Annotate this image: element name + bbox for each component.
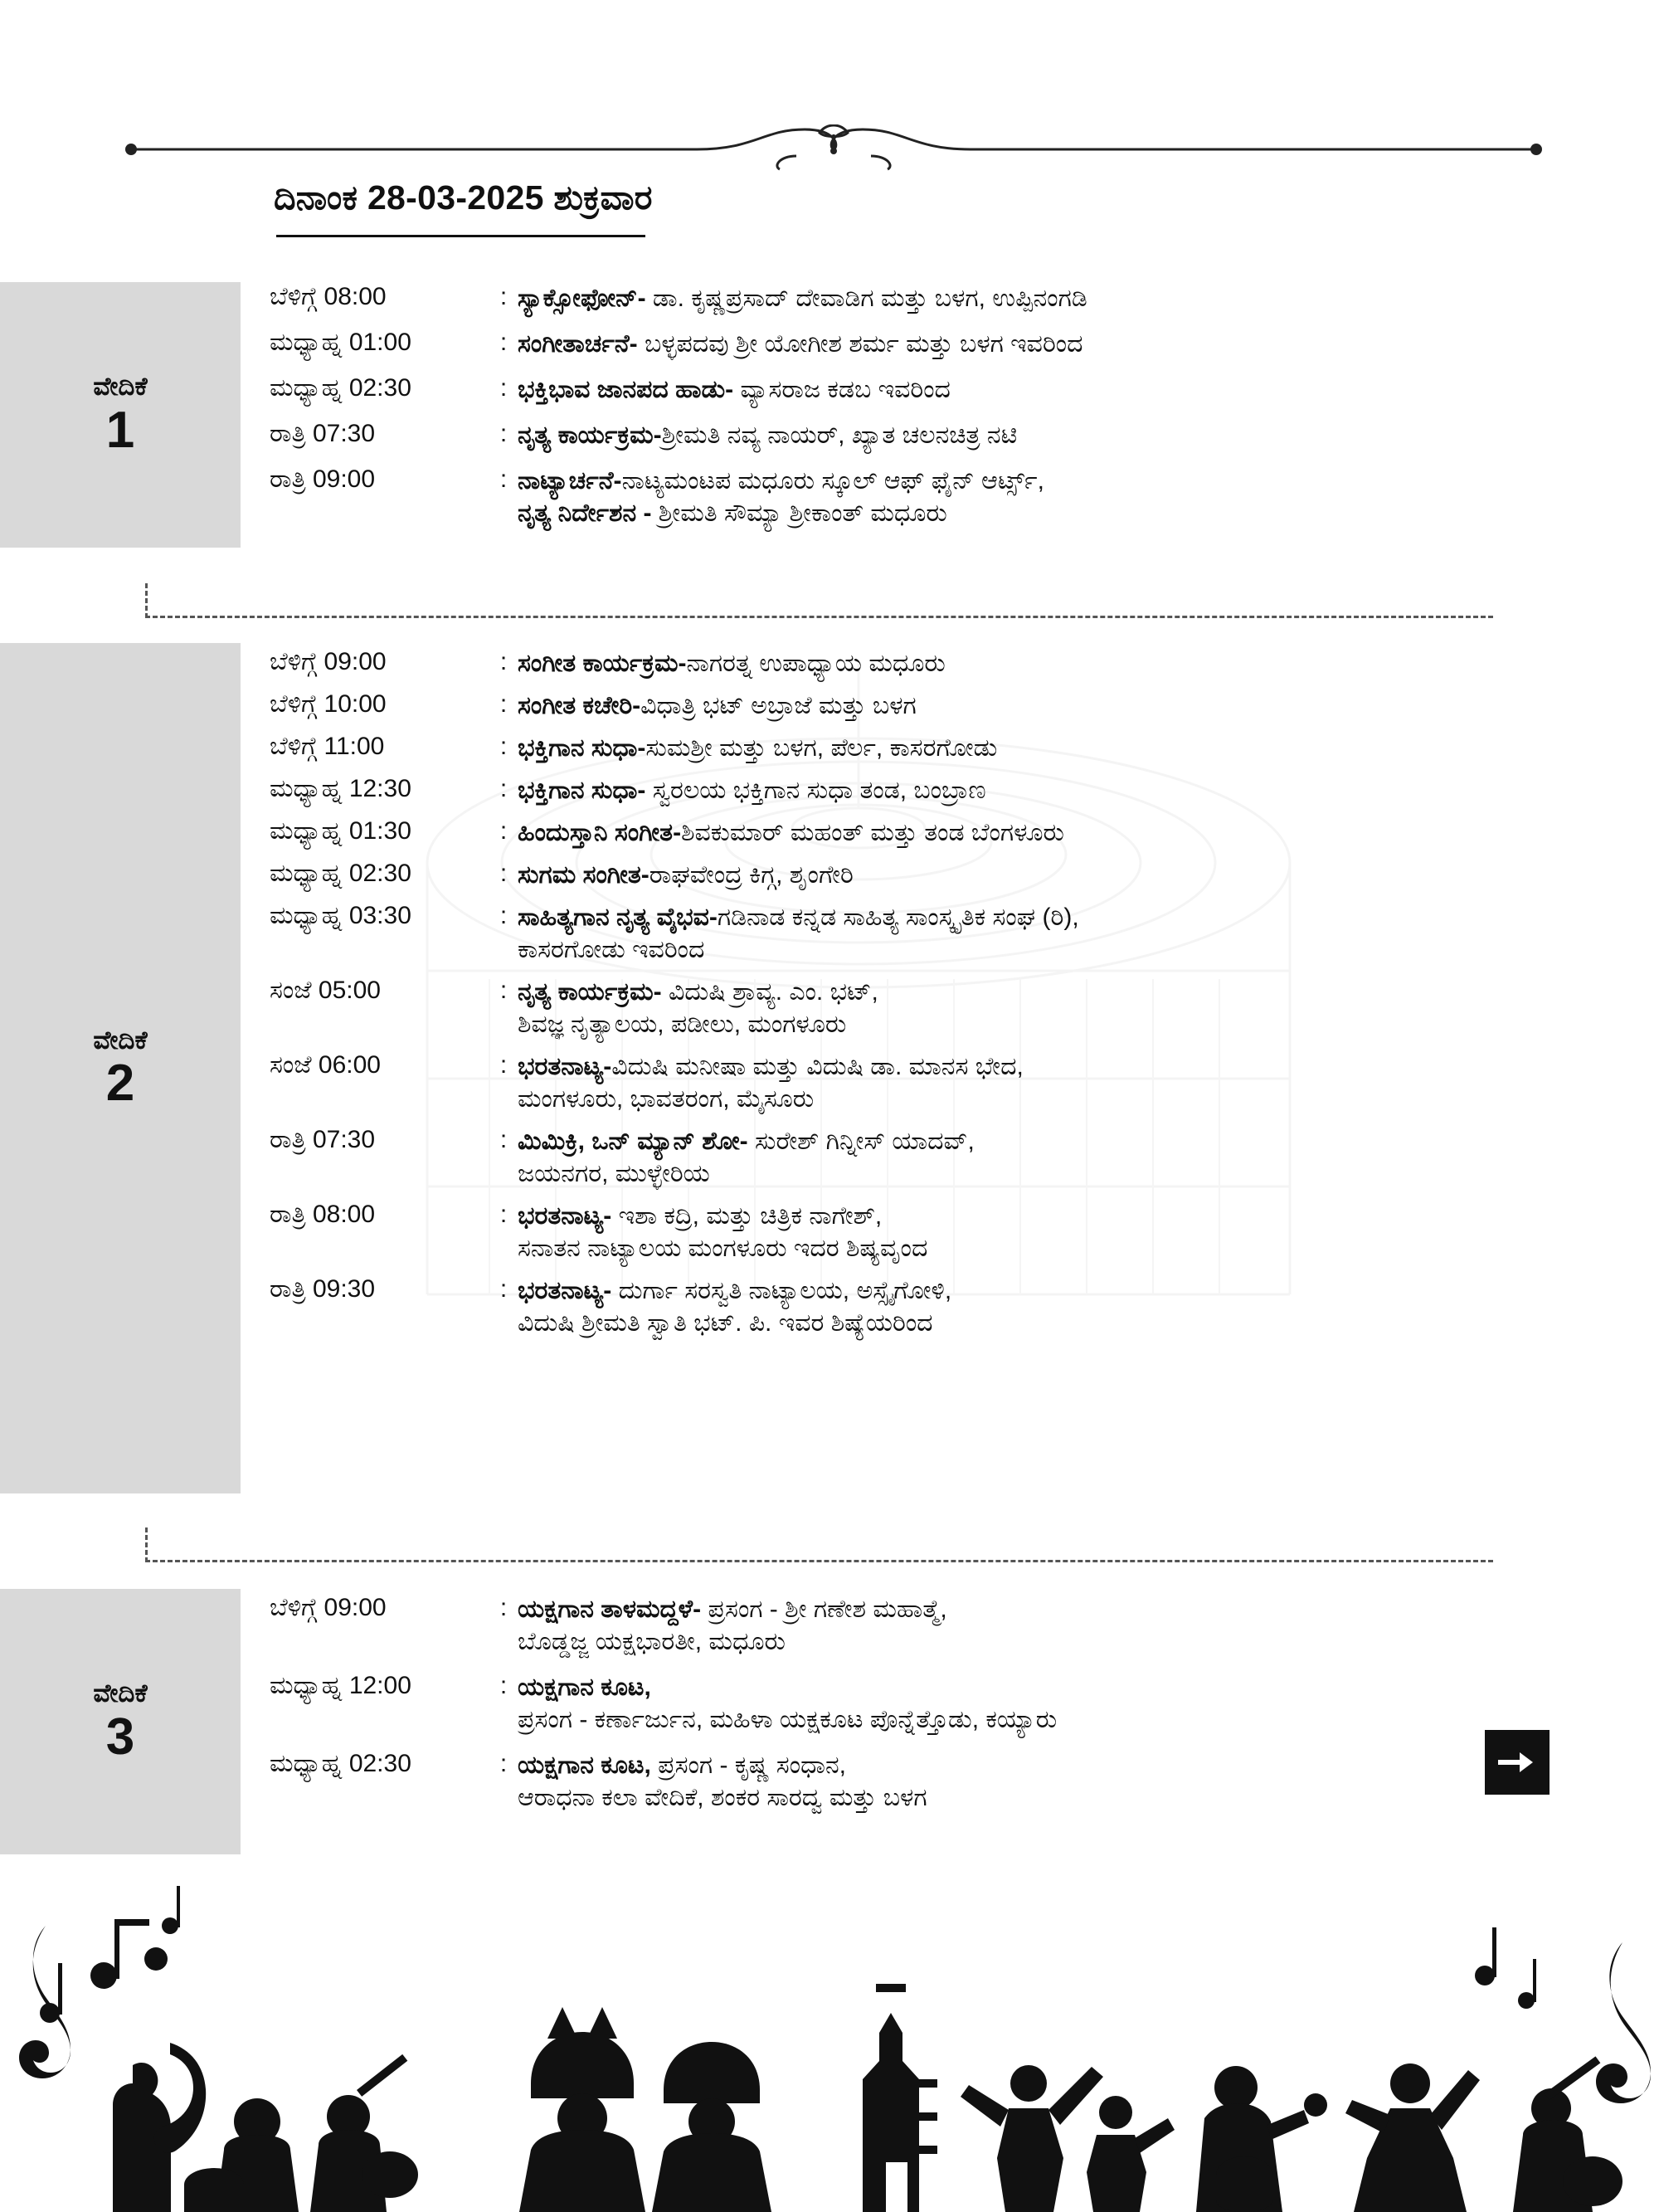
schedule-row xyxy=(270,1671,1514,1736)
event-time: ಮಧ್ಯಾಹ್ನ 03:30 xyxy=(270,902,411,929)
event-time: ರಾತ್ರಿ 07:30 xyxy=(270,420,376,447)
event-colon: : xyxy=(499,1672,508,1699)
event-title: ಭರತನಾಟ್ಯ- xyxy=(518,1053,612,1080)
schedule-row xyxy=(270,689,1514,722)
event-time: ಬೆಳಿಗ್ಗೆ 11:00 xyxy=(270,733,385,760)
event-detail: ಡಾ. ಕೃಷ್ಣಪ್ರಸಾದ್ ದೇವಾಡಿಗ ಮತ್ತು ಬಳಗ, ಉಪ್ಪಿನಂಗಡಿ xyxy=(645,285,1087,312)
event-time: ಮಧ್ಯಾಹ್ನ 02:30 xyxy=(270,860,411,887)
schedule-row xyxy=(270,1200,1514,1264)
event-detail-cont: ಬೊಡ್ಡಜ್ಜ ಯಕ್ಷಭಾರತೀ, ಮಧೂರು xyxy=(518,1628,786,1655)
event-time: ರಾತ್ರಿ 07:30 xyxy=(270,1126,376,1153)
section-separator-1 xyxy=(145,616,1493,618)
event-colon: : xyxy=(499,1126,508,1153)
event-time: ಮಧ್ಯಾಹ್ನ 12:30 xyxy=(270,775,411,802)
event-title: ಭರತನಾಟ್ಯ- xyxy=(518,1202,612,1230)
stage-number: 3 xyxy=(105,1708,135,1766)
stage-label-text: ವೇದಿಕೆ xyxy=(93,372,148,402)
event-detail: ಶ್ರೀಮತಿ ನವ್ಯ ನಾಯರ್, ಖ್ಯಾತ ಚಲನಚಿತ್ರ ನಟಿ xyxy=(661,421,1018,449)
stage-label-text: ವೇದಿಕೆ xyxy=(93,1678,148,1708)
event-title: ಯಕ್ಷಗಾನ ತಾಳಮದ್ದಳೆ- xyxy=(518,1596,702,1623)
event-colon: : xyxy=(499,420,508,447)
schedule-stage-2 xyxy=(270,647,1514,1349)
event-description xyxy=(518,774,1514,806)
schedule-row xyxy=(270,732,1514,764)
event-description xyxy=(518,1671,1514,1736)
event-time: ಮಧ್ಯಾಹ್ನ 01:30 xyxy=(270,817,411,845)
event-detail: ಸುಮಶ್ರೀ ಮತ್ತು ಬಳಗ, ಪೆರ್ಲ, ಕಾಸರಗೋಡು xyxy=(645,734,998,762)
schedule-row xyxy=(270,373,1514,406)
event-title: ನೃತ್ಯ ಕಾರ್ಯಕ್ರಮ- xyxy=(518,421,662,449)
page-title: ದಿನಾಂಕ 28-03-2025 ಶುಕ್ರವಾರ xyxy=(274,178,653,217)
schedule-row xyxy=(270,1050,1514,1115)
event-colon: : xyxy=(499,817,508,845)
schedule-row xyxy=(270,328,1514,360)
event-detail: ನಾಟ್ಯಮಂಟಪ ಮಧೂರು ಸ್ಕೂಲ್ ಆಫ್ ಫೈನ್ ಆರ್ಟ್ಸ್, xyxy=(621,467,1044,495)
stage-number: 2 xyxy=(105,1055,135,1112)
schedule-stage-1 xyxy=(270,282,1514,543)
event-detail-cont: ವಿದುಷಿ ಶ್ರೀಮತಿ ಸ್ವಾತಿ ಭಟ್. ಪಿ. ಇವರ ಶಿಷ್ಯೆಯರಿಂದ xyxy=(518,1309,933,1337)
event-title: ಮಿಮಿಕ್ರಿ, ಒನ್ ಮ್ಯಾನ್ ಶೋ- xyxy=(518,1128,748,1155)
event-time: ಮಧ್ಯಾಹ್ನ 12:00 xyxy=(270,1672,411,1699)
event-description xyxy=(518,1274,1514,1339)
event-detail: ವಿಧಾತ್ರಿ ಭಟ್ ಅಬ್ರಾಜೆ ಮತ್ತು ಬಳಗ xyxy=(640,692,917,719)
event-colon: : xyxy=(499,1051,508,1079)
event-detail: ಸ್ವರಲಯ ಭಕ್ತಿಗಾನ ಸುಧಾ ತಂಡ, ಬಂಬ್ರಾಣ xyxy=(645,777,986,804)
event-colon: : xyxy=(499,329,508,356)
stage-number: 1 xyxy=(105,401,135,459)
event-description xyxy=(518,816,1514,849)
event-description xyxy=(518,328,1514,360)
event-description xyxy=(518,1050,1514,1115)
event-colon: : xyxy=(499,648,508,675)
event-detail: ದುರ್ಗಾ ಸರಸ್ವತಿ ನಾಟ್ಯಾಲಯ, ಅಸ್ಸೈಗೋಳಿ, xyxy=(611,1277,952,1304)
event-title: ಸಂಗೀತ ಕಚೇರಿ- xyxy=(518,692,641,719)
schedule-row xyxy=(270,1274,1514,1339)
schedule-row xyxy=(270,647,1514,680)
schedule-row xyxy=(270,465,1514,529)
stage-label-3 xyxy=(0,1589,241,1854)
event-detail-cont: ಜಯನಗರ, ಮುಳ್ಳೇರಿಯ xyxy=(518,1160,710,1187)
event-colon: : xyxy=(499,1275,508,1303)
event-time: ರಾತ್ರಿ 09:00 xyxy=(270,465,376,493)
event-detail: ವಿದುಷಿ ಶ್ರಾವ್ಯ. ಎಂ. ಭಟ್, xyxy=(661,978,878,1006)
event-colon: : xyxy=(499,283,508,310)
event-time: ಬೆಳಿಗ್ಗೆ 09:00 xyxy=(270,1594,387,1621)
event-detail: ಇಶಾ ಕದ್ರಿ, ಮತ್ತು ಚಿತ್ರಿಕ ನಾಗೇಶ್, xyxy=(611,1202,883,1230)
event-title: ಭಕ್ತಿಗಾನ ಸುಧಾ- xyxy=(518,734,646,762)
schedule-row xyxy=(270,1125,1514,1190)
schedule-row xyxy=(270,1749,1514,1814)
event-subdetail: ಶ್ರೀಮತಿ ಸೌಮ್ಯಾ ಶ್ರೀಕಾಂತ್ ಮಧೂರು xyxy=(651,499,947,527)
title-underline xyxy=(276,235,645,237)
event-detail: ರಾಘವೇಂದ್ರ ಕಿಗ್ಗ, ಶೃಂಗೇರಿ xyxy=(649,861,854,889)
event-description xyxy=(518,901,1514,966)
event-description xyxy=(518,373,1514,406)
event-time: ಬೆಳಿಗ್ಗೆ 08:00 xyxy=(270,283,387,310)
event-colon: : xyxy=(499,902,508,929)
event-colon: : xyxy=(499,733,508,760)
schedule-row xyxy=(270,1593,1514,1658)
event-subtitle: ನೃತ್ಯ ನಿರ್ದೇಶನ - xyxy=(518,499,652,527)
event-description xyxy=(518,859,1514,891)
event-detail-cont: ಸನಾತನ ನಾಟ್ಯಾಲಯ ಮಂಗಳೂರು ಇದರ ಶಿಷ್ಯವೃಂದ xyxy=(518,1235,928,1262)
event-description xyxy=(518,732,1514,764)
event-description xyxy=(518,1749,1514,1814)
event-description xyxy=(518,689,1514,722)
schedule-row xyxy=(270,774,1514,806)
ornamental-divider xyxy=(124,124,1543,174)
event-detail-cont: ಶಿವಜ್ಞ ನೃತ್ಯಾಲಯ, ಪಡೀಲು, ಮಂಗಳೂರು xyxy=(518,1011,847,1038)
event-colon: : xyxy=(499,977,508,1004)
event-title: ಭರತನಾಟ್ಯ- xyxy=(518,1277,612,1304)
event-description xyxy=(518,282,1514,314)
event-detail-cont: ಪ್ರಸಂಗ - ಕರ್ಣಾರ್ಜುನ, ಮಹಿಳಾ ಯಕ್ಷಕೂಟ ಪೊನ್ನೆತ್ತೊಡು, ಕಯ್ಯಾರು xyxy=(518,1706,1058,1733)
schedule-row xyxy=(270,419,1514,451)
bottom-silhouette-band xyxy=(0,1876,1659,2212)
schedule-stage-3 xyxy=(270,1593,1514,1827)
event-colon: : xyxy=(499,374,508,402)
event-description xyxy=(518,1200,1514,1264)
event-title: ಹಿಂದುಸ್ತಾನಿ ಸಂಗೀತ- xyxy=(518,819,682,846)
event-title: ಸಂಗೀತಾರ್ಚನೆ- xyxy=(518,330,638,358)
event-detail: ಗಡಿನಾಡ ಕನ್ನಡ ಸಾಹಿತ್ಯ ಸಾಂಸ್ಕೃತಿಕ ಸಂಘ (ರಿ), xyxy=(717,904,1079,931)
event-time: ಮಧ್ಯಾಹ್ನ 02:30 xyxy=(270,1750,411,1777)
event-description xyxy=(518,1125,1514,1190)
next-page-button[interactable] xyxy=(1485,1730,1550,1795)
event-time: ಮಧ್ಯಾಹ್ನ 02:30 xyxy=(270,374,411,402)
event-description xyxy=(518,465,1514,529)
event-colon: : xyxy=(499,1201,508,1228)
schedule-row xyxy=(270,901,1514,966)
event-detail-cont: ಮಂಗಳೂರು, ಭಾವತರಂಗ, ಮೈಸೂರು xyxy=(518,1085,815,1113)
event-title: ನಾಟ್ಯಾರ್ಚನೆ- xyxy=(518,467,622,495)
event-title: ಸಂಗೀತ ಕಾರ್ಯಕ್ರಮ- xyxy=(518,650,687,677)
event-detail: ವಿದುಷಿ ಮನೀಷಾ ಮತ್ತು ವಿದುಷಿ ಡಾ. ಮಾನಸ ಭೇದ, xyxy=(611,1053,1024,1080)
event-time: ರಾತ್ರಿ 08:00 xyxy=(270,1201,376,1228)
event-time: ಸಂಜೆ 05:00 xyxy=(270,977,381,1004)
schedule-row xyxy=(270,976,1514,1040)
arrow-right-icon xyxy=(1498,1748,1536,1776)
event-title: ನೃತ್ಯ ಕಾರ್ಯಕ್ರಮ- xyxy=(518,978,662,1006)
event-description xyxy=(518,976,1514,1040)
event-detail: ಶಿವಕುಮಾರ್ ಮಹಂತ್ ಮತ್ತು ತಂಡ ಬೆಂಗಳೂರು xyxy=(681,819,1064,846)
event-description xyxy=(518,1593,1514,1658)
event-colon: : xyxy=(499,1594,508,1621)
stage-label-text: ವೇದಿಕೆ xyxy=(93,1025,148,1055)
event-time: ಮಧ್ಯಾಹ್ನ 01:00 xyxy=(270,329,411,356)
stage-label-1 xyxy=(0,282,241,548)
section-separator-2 xyxy=(145,1560,1493,1562)
event-colon: : xyxy=(499,1750,508,1777)
stage-label-2 xyxy=(0,643,241,1493)
event-colon: : xyxy=(499,775,508,802)
schedule-row xyxy=(270,282,1514,314)
event-detail: ಬಳ್ಳಪದವು ಶ್ರೀ ಯೋಗೀಶ ಶರ್ಮ ಮತ್ತು ಬಳಗ ಇವರಿಂದ xyxy=(637,330,1083,358)
event-title: ಯಕ್ಷಗಾನ ಕೂಟ, xyxy=(518,1752,651,1779)
event-description xyxy=(518,419,1514,451)
event-colon: : xyxy=(499,860,508,887)
event-detail-cont: ಆರಾಧನಾ ಕಲಾ ವೇದಿಕೆ, ಶಂಕರ ಸಾರದ್ವ ಮತ್ತು ಬಳಗ xyxy=(518,1784,927,1811)
event-time: ರಾತ್ರಿ 09:30 xyxy=(270,1275,376,1303)
event-title: ಭಕ್ತಿಭಾವ ಜಾನಪದ ಹಾಡು- xyxy=(518,376,734,403)
event-colon: : xyxy=(499,465,508,493)
event-time: ಬೆಳಿಗ್ಗೆ 09:00 xyxy=(270,648,387,675)
schedule-row xyxy=(270,859,1514,891)
event-description xyxy=(518,647,1514,680)
event-detail: ಪ್ರಸಂಗ - ಕೃಷ್ಣ ಸಂಧಾನ, xyxy=(650,1752,846,1779)
event-detail-cont: ಕಾಸರಗೋಡು ಇವರಿಂದ xyxy=(518,936,705,963)
event-detail: ಸುರೇಶ್ ಗಿನ್ನೀಸ್ ಯಾದವ್, xyxy=(747,1128,975,1155)
event-title: ಸುಗಮ ಸಂಗೀತ- xyxy=(518,861,649,889)
event-detail: ನಾಗರತ್ನ ಉಪಾಧ್ಯಾಯ ಮಧೂರು xyxy=(686,650,946,677)
event-detail: ವ್ಯಾಸರಾಜ ಕಡಬ ಇವರಿಂದ xyxy=(733,376,951,403)
schedule-row xyxy=(270,816,1514,849)
event-title: ಭಕ್ತಿಗಾನ ಸುಧಾ- xyxy=(518,777,646,804)
event-title: ಯಕ್ಷಗಾನ ಕೂಟ, xyxy=(518,1674,651,1701)
event-detail-cont xyxy=(518,497,1514,529)
event-colon: : xyxy=(499,690,508,718)
event-title: ಸಾಹಿತ್ಯಗಾನ ನೃತ್ಯ ವೈಭವ- xyxy=(518,904,718,931)
event-time: ಬೆಳಿಗ್ಗೆ 10:00 xyxy=(270,690,387,718)
event-detail: ಪ್ರಸಂಗ - ಶ್ರೀ ಗಣೇಶ ಮಹಾತ್ಮೆ, xyxy=(701,1596,947,1623)
event-time: ಸಂಜೆ 06:00 xyxy=(270,1051,381,1079)
event-title: ಸ್ಯಾಕ್ಸೋಫೋನ್- xyxy=(518,285,646,312)
